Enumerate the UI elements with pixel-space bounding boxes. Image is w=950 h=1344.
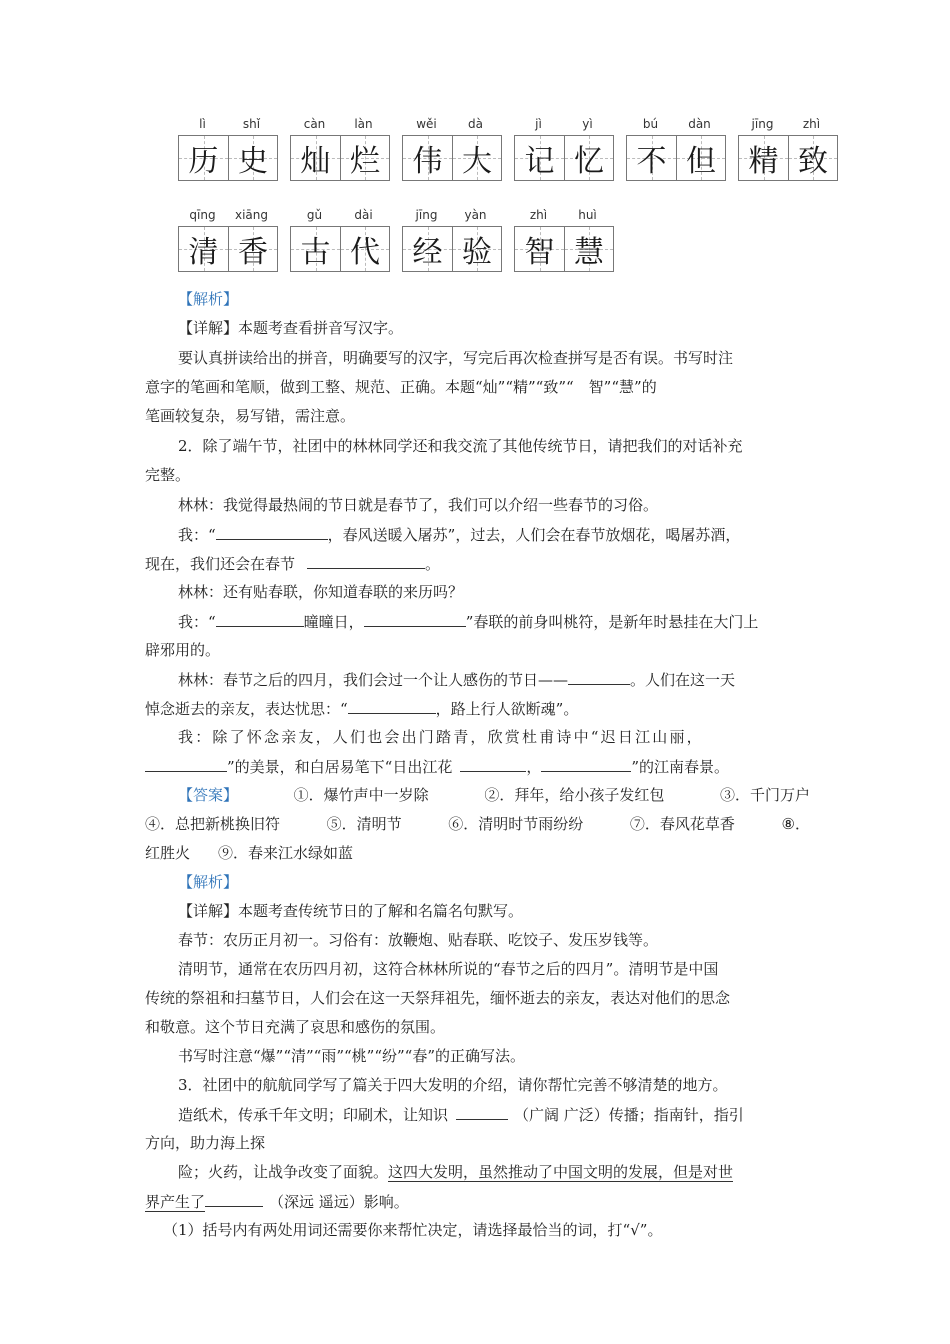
word-box	[738, 117, 838, 181]
pinyin: jīng	[751, 117, 774, 131]
answer-row	[145, 814, 810, 834]
character-cell: 致	[788, 136, 837, 180]
answer-item: ①．爆竹声中一岁除	[293, 786, 429, 804]
answer-item: ⑤．清明节	[326, 815, 402, 833]
pinyin: shǐ	[242, 117, 261, 131]
question-3-stem: 3．社团中的航航同学写了篇关于四大发明的介绍，请你帮忙完善不够清楚的地方。	[178, 1076, 728, 1094]
answer-item: ③．千门万户	[719, 786, 810, 804]
paragraph-line: 清明节，通常在农历四月初，这符合林林所说的“春节之后的四月”。清明节是中国	[178, 960, 719, 978]
dialogue-line: 悼念逝去的亲友，表达忧思：“ ，路上行人欲断魂”。	[145, 700, 579, 718]
dialogue-line: 林林：我觉得最热闹的节日就是春节了，我们可以介绍一些春节的习俗。	[178, 496, 659, 514]
word-box	[290, 117, 390, 181]
character-cell: 代	[340, 227, 389, 271]
character-cell: 史	[228, 136, 277, 180]
character-cell: 古	[291, 227, 340, 271]
pinyin: xiāng	[234, 208, 268, 222]
question-3-text: 方向，助力海上探	[145, 1134, 266, 1152]
pinyin: càn	[303, 117, 326, 131]
pinyin: bú	[642, 117, 659, 131]
character-cell: 精	[739, 136, 788, 180]
character-cell: 伟	[403, 136, 452, 180]
character-cell: 忆	[564, 136, 613, 180]
character-cell: 历	[179, 136, 228, 180]
character-cell: 智	[515, 227, 564, 271]
answer-row	[178, 785, 810, 805]
character-cell: 慧	[564, 227, 613, 271]
dialogue-line: 辟邪用的。	[145, 641, 221, 659]
pinyin: dà	[468, 117, 483, 131]
character-cell: 但	[676, 136, 725, 180]
character-grid-row-1	[178, 117, 838, 181]
dialogue-line: ”的美景，和白居易笔下“日出江花 ， ”的江南春景。	[145, 756, 810, 777]
pinyin: làn	[354, 117, 373, 131]
answer-blank[interactable]	[145, 756, 227, 772]
answer-blank[interactable]	[216, 524, 328, 540]
answer-blank[interactable]	[205, 1191, 263, 1207]
question-3-text: 险；火药，让战争改变了面貌。这四大发明，虽然推动了中国文明的发展，但是对世	[178, 1163, 734, 1181]
word-box	[626, 117, 726, 181]
question-2-stem: 2．除了端午节，社团中的林林同学还和我交流了其他传统节日，请把我们的对话补充	[178, 437, 743, 455]
answer-item: ⑧．	[781, 815, 810, 833]
dialogue-line: 现在，我们还会在春节 。	[145, 555, 441, 573]
pinyin: yì	[582, 117, 593, 131]
pinyin: jì	[535, 117, 542, 131]
word-box	[514, 208, 614, 272]
character-cell: 记	[515, 136, 564, 180]
analysis-label: 【解析】	[178, 290, 239, 308]
dialogue-line: 林林：春节之后的四月，我们会过一个让人感伤的节日—— 。人们在这一天	[178, 671, 736, 689]
dialogue-line: 林林：还有贴春联，你知道春联的来历吗？	[178, 583, 464, 601]
paragraph-line: 传统的祭祖和扫墓节日，人们会在这一天祭拜祖先，缅怀逝去的亲友，表达对他们的思念	[145, 989, 731, 1007]
detail-text: 【详解】本题考查传统节日的了解和名篇名句默写。	[178, 902, 524, 920]
word-box	[290, 208, 390, 272]
pinyin: huì	[578, 208, 597, 222]
answer-blank[interactable]	[568, 669, 630, 685]
character-cell: 经	[403, 227, 452, 271]
answer-item: ⑥．清明时节雨纷纷	[448, 815, 584, 833]
character-cell: 灿	[291, 136, 340, 180]
character-cell: 香	[228, 227, 277, 271]
answer-item: ②．拜年，给小孩子发红包	[484, 786, 665, 804]
paragraph-line: 意字的笔画和笔顺，做到工整、规范、正确。本题“灿”“精”“致”“ 智”“慧”的	[145, 378, 657, 396]
paragraph-line: 和敬意。这个节日充满了哀思和感伤的氛围。	[145, 1018, 446, 1036]
question-2-stem-cont: 完整。	[145, 466, 191, 484]
character-cell: 烂	[340, 136, 389, 180]
word-box	[178, 117, 278, 181]
pinyin: zhì	[802, 117, 821, 131]
pinyin: jīng	[415, 208, 438, 222]
pinyin: yàn	[464, 208, 487, 222]
character-cell: 大	[452, 136, 501, 180]
answer-blank[interactable]	[216, 611, 304, 627]
word-box	[402, 208, 502, 272]
answer-item: ⑦．春风花草香	[629, 815, 735, 833]
answer-item: 红胜火	[145, 844, 191, 862]
answer-label: 【答案】	[178, 786, 239, 804]
dialogue-line: 我：除了怀念亲友，人们也会出门踏青，欣赏杜甫诗中“迟日江山丽，	[178, 728, 704, 746]
paragraph-line: 春节：农历正月初一。习俗有：放鞭炮、贴春联、吃饺子、发压岁钱等。	[178, 931, 659, 949]
pinyin: wěi	[416, 117, 437, 131]
detail-text: 【详解】本题考查看拼音写汉字。	[178, 319, 404, 337]
pinyin: qīng	[189, 208, 216, 222]
dialogue-line: 我：“ 曈曈日， ”春联的前身叫桃符，是新年时悬挂在大门上	[178, 613, 759, 631]
dialogue-line: 我：“ ，春风送暖入屠苏”，过去，人们会在春节放烟花，喝屠苏酒，	[178, 526, 741, 544]
question-3-text: 界产生了 （深远 遥远）影响。	[145, 1193, 409, 1211]
answer-blank[interactable]	[307, 553, 425, 569]
answer-row	[145, 843, 810, 863]
answer-item: ④．总把新桃换旧符	[145, 815, 281, 833]
answer-blank[interactable]	[348, 698, 436, 714]
character-cell: 验	[452, 227, 501, 271]
word-box	[514, 117, 614, 181]
answer-blank[interactable]	[460, 756, 526, 772]
character-cell: 清	[179, 227, 228, 271]
pinyin: lì	[199, 117, 206, 131]
character-cell: 不	[627, 136, 676, 180]
pinyin: gǔ	[306, 208, 323, 222]
paragraph-line: 要认真拼读给出的拼音，明确要写的汉字，写完后再次检查拼写是否有误。书写时注	[178, 349, 734, 367]
word-box	[402, 117, 502, 181]
answer-blank[interactable]	[364, 611, 466, 627]
pinyin: dài	[354, 208, 373, 222]
word-box	[178, 208, 278, 272]
character-grid-row-2	[178, 208, 614, 272]
answer-item: ⑨．春来江水绿如蓝	[218, 844, 354, 862]
sub-question-1: （1）括号内有两处用词还需要你来帮忙决定，请选择最恰当的词，打“√”。	[163, 1221, 663, 1239]
question-3-text: 造纸术，传承千年文明；印刷术，让知识 （广阔 广泛）传播；指南针，指引	[178, 1106, 744, 1124]
answer-blank[interactable]	[456, 1104, 508, 1120]
analysis-label: 【解析】	[178, 873, 239, 891]
underlined-sentence: 这四大发明，虽然推动了中国文明的发展，但是对世	[388, 1163, 734, 1181]
paragraph-line: 书写时注意“爆”“清”“雨”“桃”“纷”“春”的正确写法。	[178, 1047, 526, 1065]
pinyin: dàn	[688, 117, 711, 131]
pinyin: zhì	[529, 208, 548, 222]
paragraph-line: 笔画较复杂，易写错，需注意。	[145, 407, 356, 425]
answer-blank[interactable]	[541, 756, 631, 772]
